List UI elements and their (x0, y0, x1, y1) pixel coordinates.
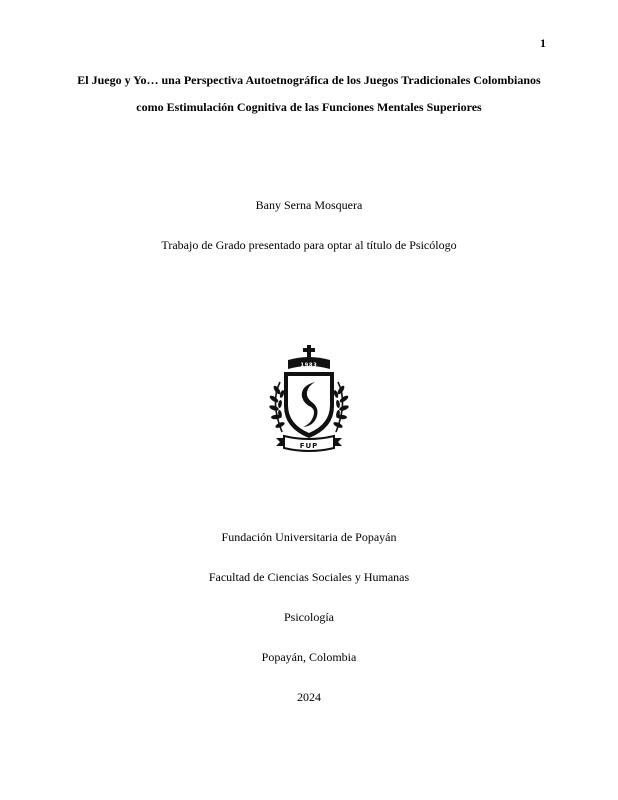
author-name: Bany Serna Mosquera (255, 198, 363, 212)
title-line-1: El Juego y Yo… una Perspectiva Autoetnográfica de los Juegos Tradicionales Colombianos (77, 73, 541, 87)
location: Popayán, Colombia (261, 650, 357, 664)
university-crest-logo (262, 342, 356, 462)
crest-year: 1983 (300, 362, 318, 369)
banner-text: FUP (299, 442, 319, 450)
page-number: 1 (540, 36, 546, 50)
title-line-2: como Estimulación Cognitiva de las Funciones Mentales Superiores (136, 100, 482, 114)
year: 2024 (297, 690, 321, 704)
institution-name: Fundación Universitaria de Popayán (221, 530, 397, 544)
cross-icon (303, 345, 315, 357)
program-name: Psicología (284, 610, 334, 624)
thesis-statement: Trabajo de Grado presentado para optar al título de Psicólogo (161, 238, 457, 252)
faculty-name: Facultad de Ciencias Sociales y Humanas (208, 570, 410, 584)
